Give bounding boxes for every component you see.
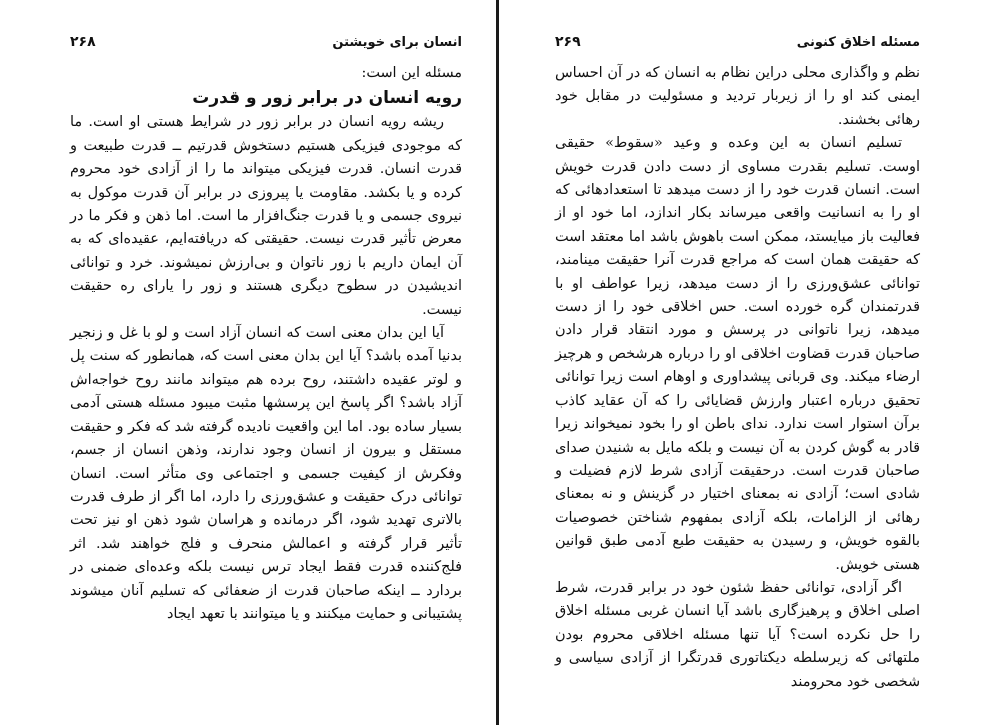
right-page-body: [555, 62, 920, 694]
intro-line: مسئله این است:: [361, 65, 462, 81]
page-number: ۲۶۸: [70, 34, 96, 50]
paragraph: اگر آزادی، توانائی حفظ شئون خود در برابر قدرت، شرط اصلی اخلاق و پرهیزگاری باشد آیا انسان غربی مسئله اخلاق را حل نکرده است؟ آیا تنها مسئله اخلاقی محروم بودن ملتهائی که زیرسلطه دیکتاتوری قدرتگرا از آزادی سیاسی و شخصی خود محرومند: [555, 579, 920, 690]
paragraph: ریشه رویه انسان در برابر زور در شرایط هستی او است. ما که موجودی فیزیکی هستیم دستخوش قدرتیم ــ قدرت طبیعت و قدرت انسان. قدرت فیزیکی میتواند ما را از آزادی خود محروم کرده و یا بکشد. مقاومت یا پیروزی در برابر آن قدرت موکول به نیروی جسمی و یا قدرت جنگ‌افزار ما است. اما ذهن و فکر ما در معرض تأثیر قدرت نیست. حقیقتی که دریافته‌ایم، عقیده‌ای که به آن ایمان داریم با زور ناتوان و بی‌ارزش نمیشوند. خرد و توانائی اندیشیدن در سطوح دیگری هستند و زور را یارای ره حقیقت نیست.: [70, 114, 462, 318]
left-page-header: [70, 34, 462, 56]
page-number: ۲۶۹: [555, 34, 581, 50]
left-page: [0, 0, 496, 725]
running-title: مسئله اخلاق کنونی: [796, 35, 920, 50]
left-page-body: [70, 62, 462, 626]
right-page: [499, 0, 994, 725]
paragraph: آیا این بدان معنی است که انسان آزاد است و لو با غل و زنجیر بدنیا آمده باشد؟ آیا این بدان معنی است که، همانطور که سنت پل و لوتر عقیده داشتند، روح برده هم میتواند مانند روح خواجه‌اش آزاد باشد؟ اگر پاسخ این پرسشها مثبت میبود مسئله هستی آدمی بسیار ساده بود. اما این واقعیت نادیده گرفته شد که فکر و حقیقت مستقل و بیرون از انسان وجود ندارند، وذهن انسان از جسم، وفکرش از کیفیت جسمی و اجتماعی وی متأثر است. انسان توانائی درک حقیقت و عشق‌ورزی را دارد، اما اگر از طرف قدرت بالاتری تهدید شود، اگر درمانده و هراسان شود ذهن او نیز تحت تأثیر قرار گرفته و اعمالش منحرف و فلج خواهند شد. اثر فلج‌کننده قدرت فقط ایجاد ترس نیست بلکه وعده‌ای ضمنی در بردارد ــ اینکه صاحبان قدرت از ضعفائی که تسلیم آنان میشوند پشتیبانی و حمایت میکنند و یا میتوانند با تعهد ایجاد: [70, 325, 462, 622]
running-title: انسان برای خویشتن: [332, 35, 462, 50]
section-heading: رویه انسان در برابر زور و قدرت: [192, 88, 462, 109]
right-page-header: [555, 34, 920, 56]
paragraph: نظم و واگذاری محلی دراین نظام به انسان که در آن احساس ایمنی کند او را از زیربار تردید و مسئولیت در مقابل خود رهائی بخشند.: [555, 65, 920, 128]
paragraph: تسلیم انسان به این وعده و وعید «سقوط» حقیقی اوست. تسلیم بقدرت مساوی از دست دادن قدرت خویش است. انسان قدرت خود را از دست میدهد تا استعدادهائی که او را به انسانیت واقعی میرساند بکار اندازد، اما خود او از فعالیت باز میایستد، ممکن است باهوش باشد اما معتقد است که حقیقت همان است که مراجع قدرت آنرا حقیقت مینامند، توانائی عشق‌ورزی را از دست میدهد، زیرا عواطف او با قدرتمندان گره خورده است. حس اخلاقی خود را از دست میدهد، زیرا ناتوانی در پرسش و مورد انتقاد قرار دادن صاحبان قدرت قضاوت اخلاقی او را درباره هرشخص و هرچیز ارضاء میکند. وی قربانی پیشداوری و اوهام است زیرا توانائی تحقیق درباره اعتبار وارزش قضایائی را که آن عقاید کاذب برآن استوار است ندارد. ندای باطن او را بخود نمیخواند زیرا قادر به گوش کردن به آن نیست و بلکه مایل به شنیدن صدای صاحبان قدرت است. درحقیقت آزادی شرط لازم فضیلت و شادی است؛ آزادی نه بمعنای اختیار در گزینش و نه بمعنای رهائی از الزامات، بلکه آزادی بمفهوم شناختن خصوصیات بالقوه خویش، و رسیدن به حقیقت طبع آدمی طبق قوانین هستی خویش.: [555, 135, 920, 573]
